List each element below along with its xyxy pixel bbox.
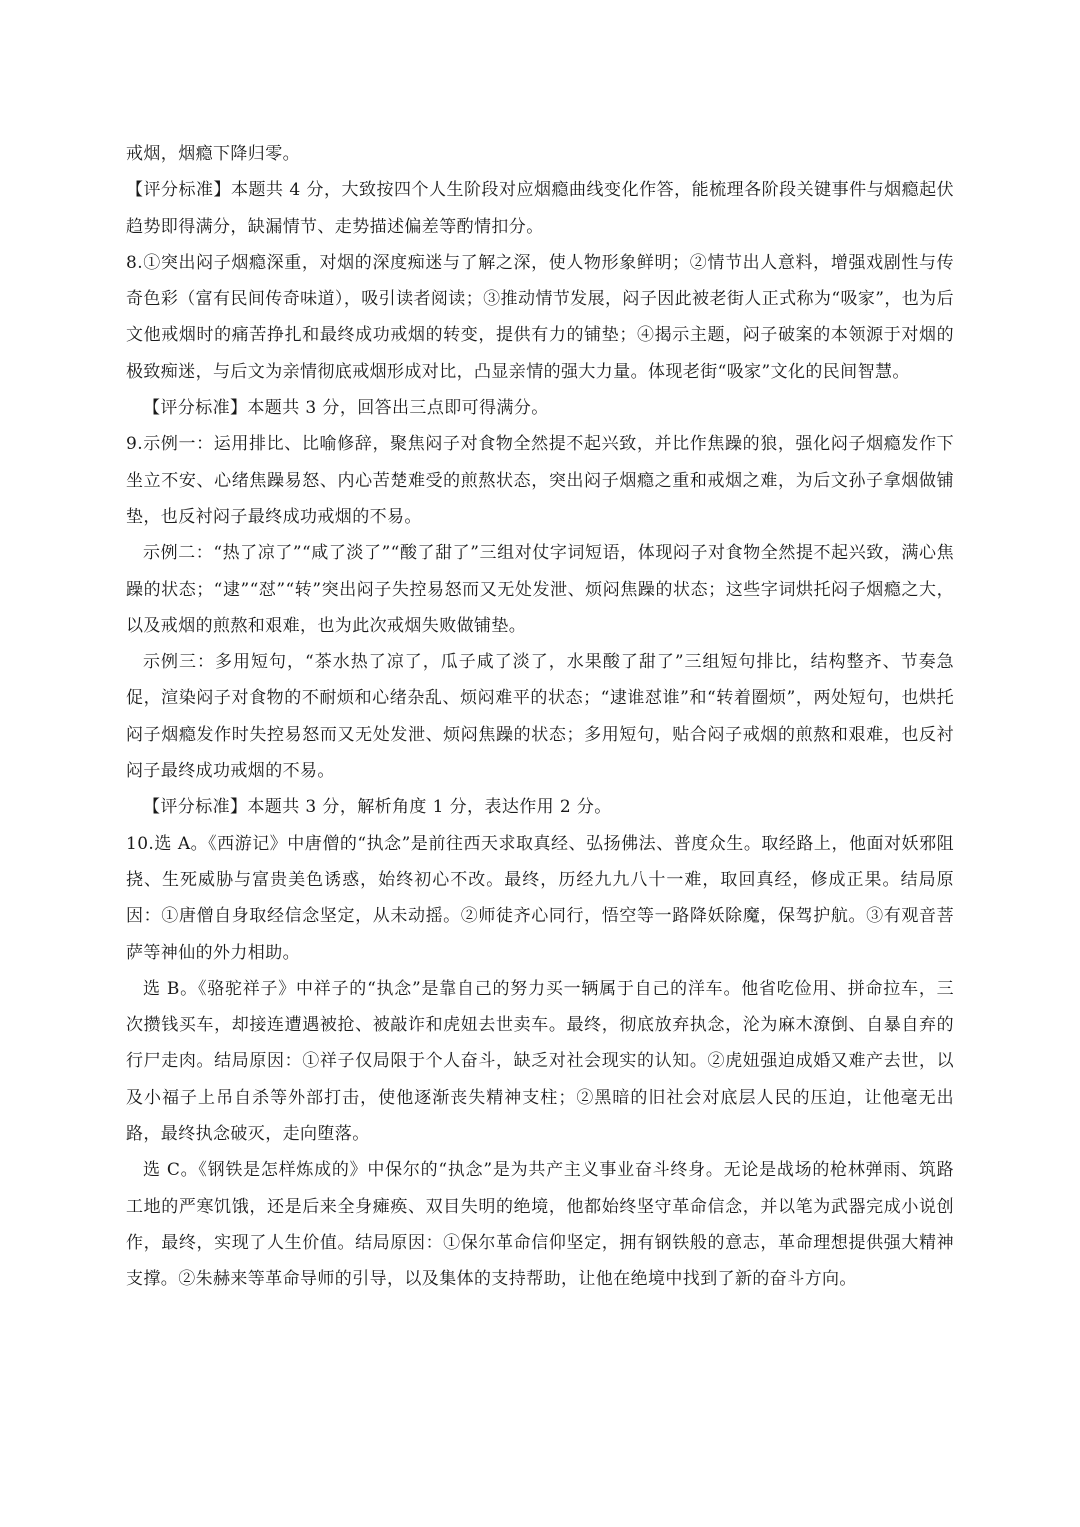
paragraph-answer-q9-example2: 示例二：“热了凉了”“咸了淡了”“酸了甜了”三组对仗字词短语，体现闷子对食物全然提不起兴致，满心焦躁的状态；“逮”“怼”“转”突出闷子失控易怒而又无处发泄、烦闷焦躁的状态；这些字词烘托闷子烟瘾之大，以及戒烟的煎熬和艰难，也为此次戒烟失败做铺垫。 (126, 543, 954, 636)
paragraph-answer-q10-option-a: 10.选 A。《西游记》中唐僧的“执念”是前往西天求取真经、弘扬佛法、普度众生。取经路上，他面对妖邪阻挠、生死威胁与富贵美色诱惑，始终初心不改。最终，历经九九八十一难，取回真经，修成正果。结局原因：①唐僧自身取经信念坚定，从未动摇。②师徒齐心同行，悟空等一路降妖除魔，保驾护航。③有观音菩萨等神仙的外力相助。 (126, 833, 954, 963)
paragraph-answer-q8: 8.①突出闷子烟瘾深重，对烟的深度痴迷与了解之深，使人物形象鲜明；②情节出人意料，增强戏剧性与传奇色彩（富有民间传奇味道），吸引读者阅读；③推动情节发展，闷子因此被老街人正式称为“吸家”，也为后文他戒烟时的痛苦挣扎和最终成功戒烟的转变，提供有力的铺垫；④揭示主题，闷子破案的本领源于对烟的极致痴迷，与后文为亲情彻底戒烟形成对比，凸显亲情的强大力量。体现老街“吸家”文化的民间智慧。 (126, 252, 954, 382)
paragraph-answer-q10-option-b: 选 B。《骆驼祥子》中祥子的“执念”是靠自己的努力买一辆属于自己的洋车。他省吃俭用、拼命拉车，三次攒钱买车，却接连遭遇被抢、被敲诈和虎妞去世卖车。最终，彻底放弃执念，沦为麻木潦倒、自暴自弃的行尸走肉。结局原因：①祥子仅局限于个人奋斗，缺乏对社会现实的认知。②虎妞强迫成婚又难产去世，以及小福子上吊自杀等外部打击，使他逐渐丧失精神支柱；②黑暗的旧社会对底层人民的压迫，让他毫无出路，最终执念破灭，走向堕落。 (126, 978, 954, 1145)
paragraph-answer-q10-option-c: 选 C。《钢铁是怎样炼成的》中保尔的“执念”是为共产主义事业奋斗终身。无论是战场的枪林弹雨、筑路工地的严寒饥饿，还是后来全身瘫痪、双目失明的绝境，他都始终坚守革命信念，并以笔为武器完成小说创作，最终，实现了人生价值。结局原因：①保尔革命信仰坚定，拥有钢铁般的意志，革命理想提供强大精神支撑。②朱赫来等革命导师的引导，以及集体的支持帮助，让他在绝境中找到了新的奋斗方向。 (126, 1160, 954, 1290)
paragraph-scoring-q8: 【评分标准】本题共 3 分，回答出三点即可得满分。 (143, 398, 549, 419)
paragraph-scoring-q9: 【评分标准】本题共 3 分，解析角度 1 分，表达作用 2 分。 (143, 797, 612, 818)
paragraph-scoring-q7: 【评分标准】本题共 4 分，大致按四个人生阶段对应烟瘾曲线变化作答，能梳理各阶段关键事件与烟瘾起伏趋势即得满分，缺漏情节、走势描述偏差等酌情扣分。 (126, 180, 954, 237)
paragraph-smoking-quit-end: 戒烟，烟瘾下降归零。 (126, 144, 300, 164)
answer-text-body (126, 136, 954, 1298)
paragraph-answer-q9-example1: 9.示例一：运用排比、比喻修辞，聚焦闷子对食物全然提不起兴致，并比作焦躁的狼，强化闷子烟瘾发作下坐立不安、心绪焦躁易怒、内心苦楚难受的煎熬状态，突出闷子烟瘾之重和戒烟之难，为后文孙子拿烟做铺垫，也反衬闷子最终成功戒烟的不易。 (126, 434, 954, 527)
paragraph-answer-q9-example3: 示例三：多用短句，“茶水热了凉了，瓜子咸了淡了，水果酸了甜了”三组短句排比，结构整齐、节奏急促，渲染闷子对食物的不耐烦和心绪杂乱、烦闷难平的状态；“逮谁怼谁”和“转着圈烦”，两处短句，也烘托闷子烟瘾发作时失控易怒而又无处发泄、烦闷焦躁的状态；多用短句，贴合闷子戒烟的煎熬和艰难，也反衬闷子最终成功戒烟的不易。 (126, 652, 954, 782)
